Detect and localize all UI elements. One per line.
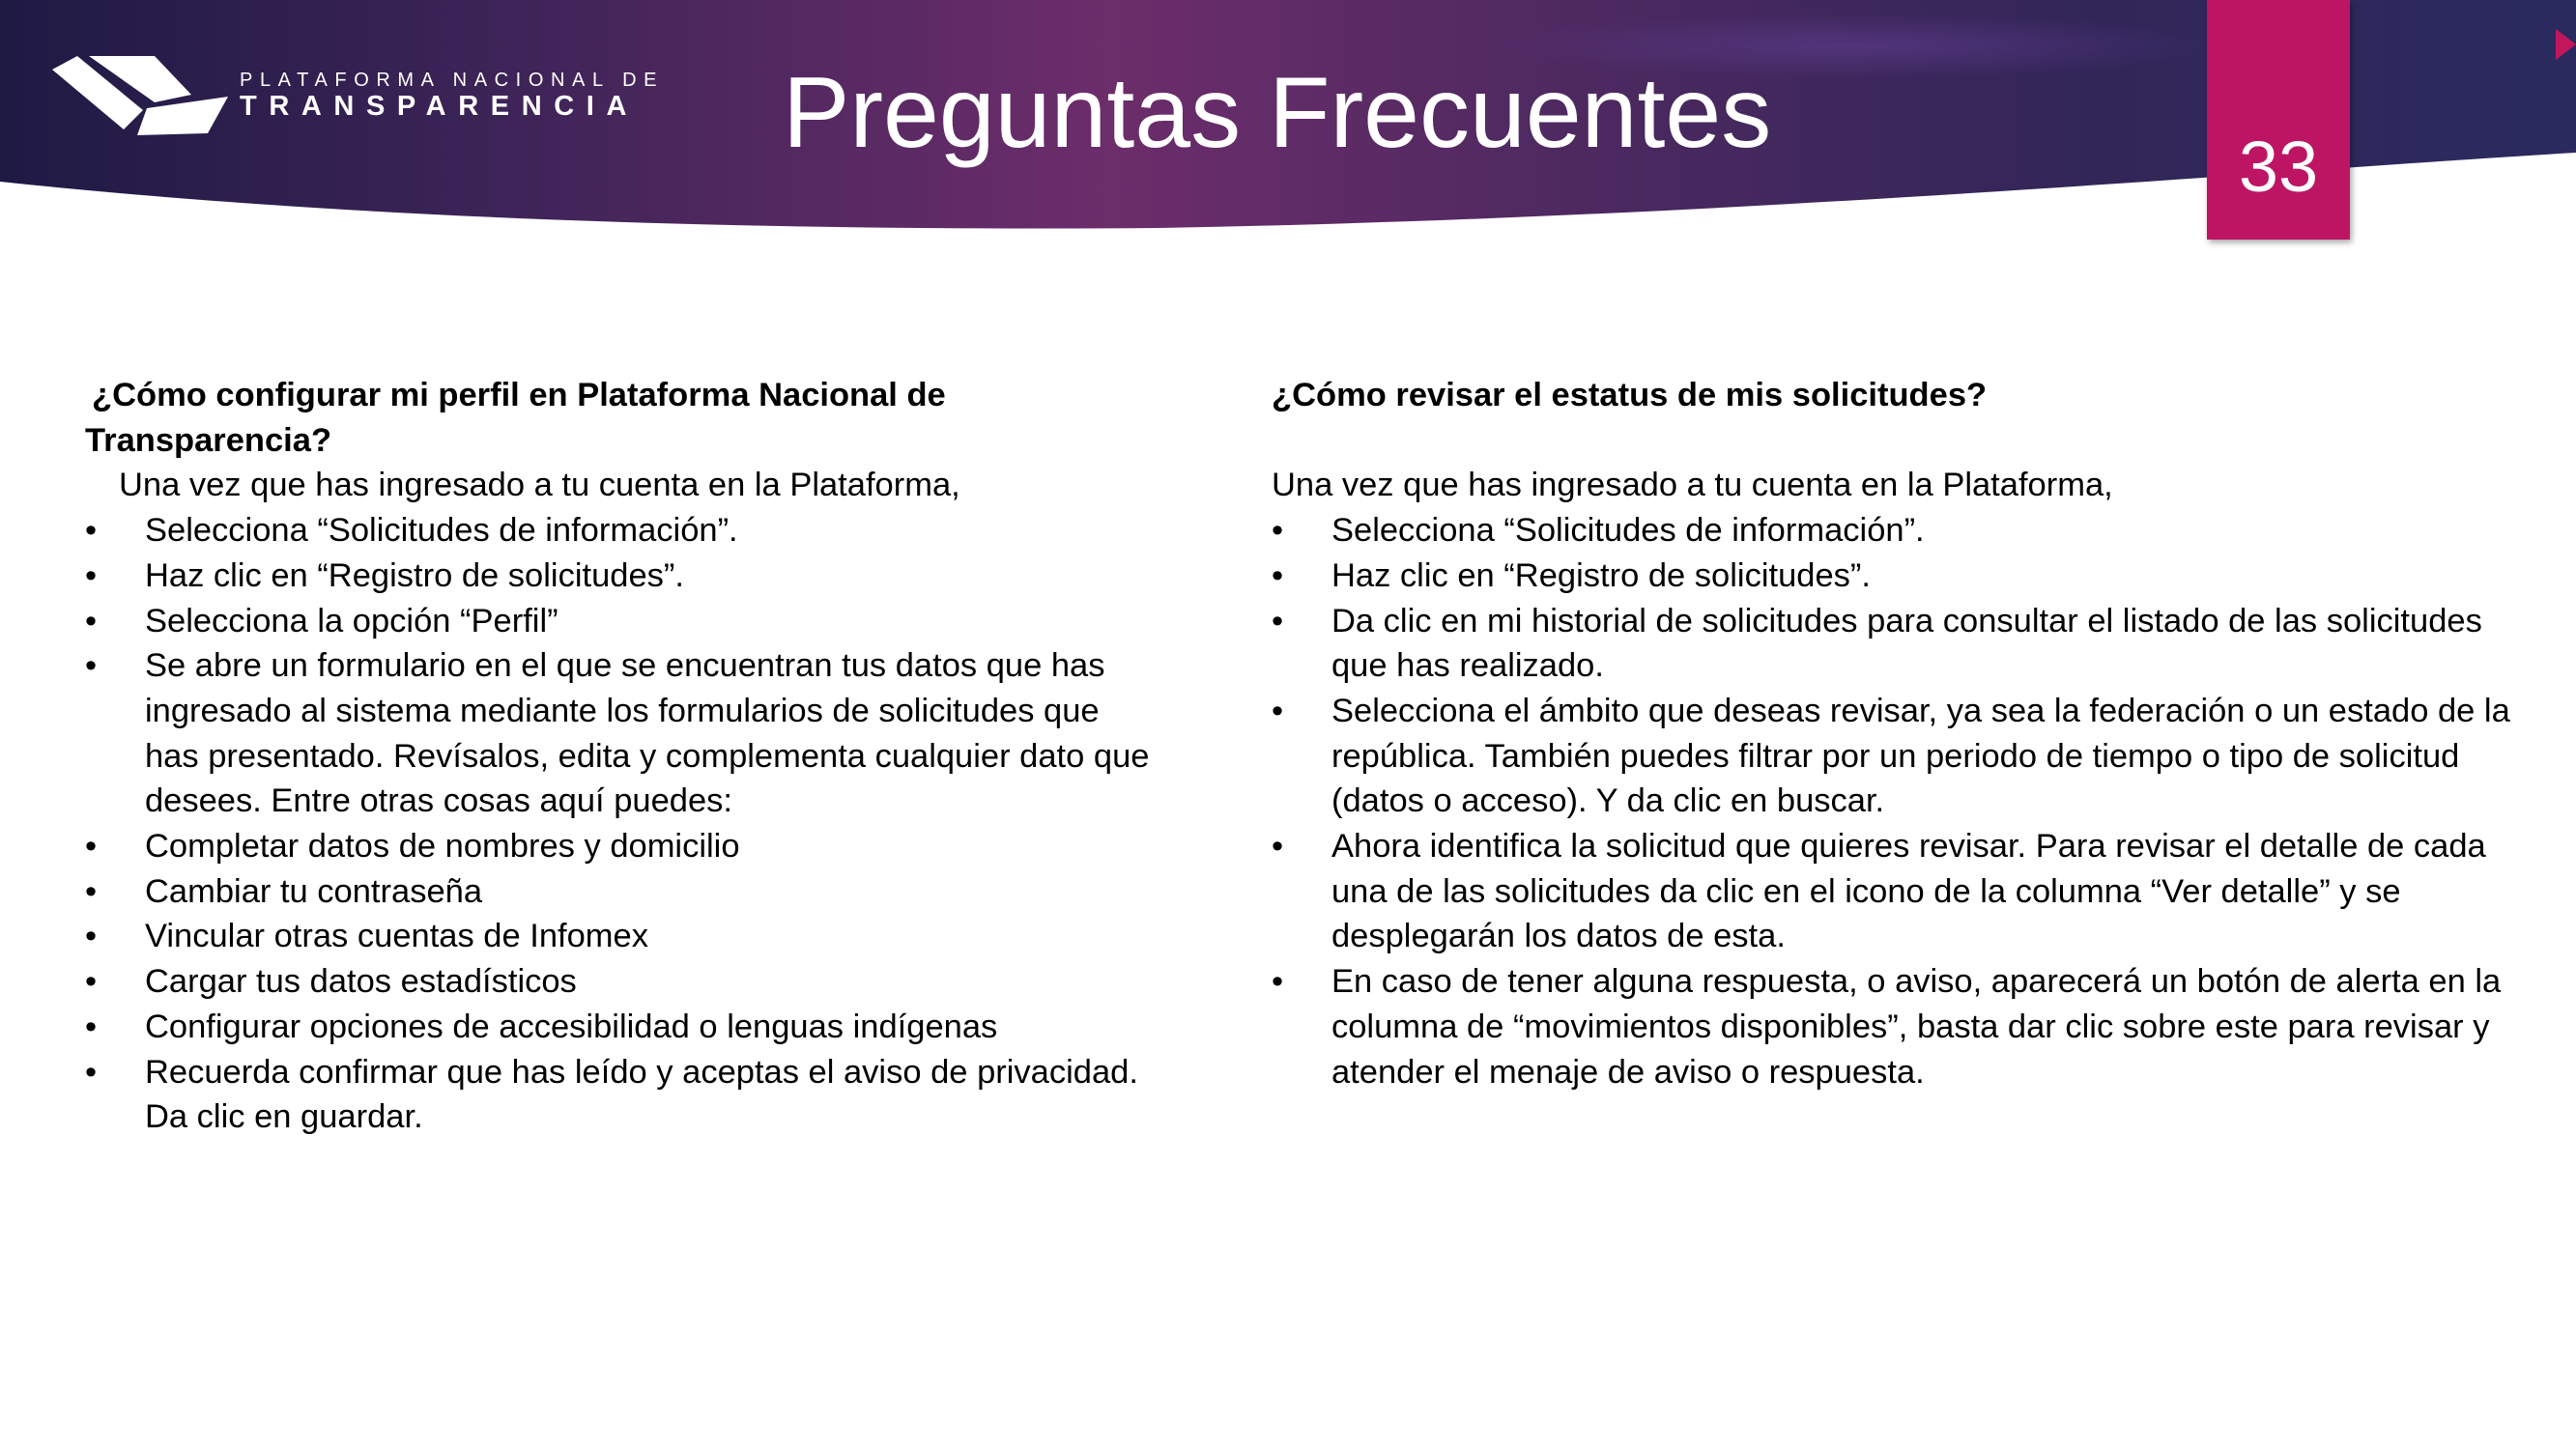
list-item	[85, 959, 1158, 1005]
bullet-icon: •	[85, 918, 98, 955]
bullet-icon: •	[1272, 692, 1284, 729]
faq-question-profile: ¿Cómo configurar mi perfil en Plataforma Nacional de Transparencia?	[85, 377, 946, 459]
faq-question-status: ¿Cómo revisar el estatus de mis solicitudes?	[1272, 377, 1988, 413]
faq-intro: Una vez que has ingresado a tu cuenta en la Plataforma,	[119, 467, 960, 504]
list-item-text: Se abre un formulario en el que se encuentran tus datos que has ingresado al sistema mediante los formularios de solicitudes que has presentado. Revísalos, edita y complementa cualquier dato que desees. Entre otras cosas aquí puedes:	[145, 647, 1150, 820]
list-item	[1272, 959, 2545, 1094]
list-item	[1272, 554, 2545, 599]
list-item-text: Selecciona el ámbito que deseas revisar, ya sea la federación o un estado de la república. También puedes filtrar por un periodo de tiempo o tipo de solicitud (datos o acceso). Y da clic en buscar.	[1331, 692, 2510, 820]
list-item-text: Recuerda confirmar que has leído y aceptas el aviso de privacidad. Da clic en guardar.	[145, 1053, 1138, 1136]
list-item-text: En caso de tener alguna respuesta, o aviso, aparecerá un botón de alerta en la columna de “movimientos disponibles”, basta dar clic sobre este para revisar y atender el menaje de aviso o respuesta.	[1331, 963, 2502, 1091]
list-item	[1272, 599, 2545, 689]
list-item-text: Selecciona “Solicitudes de información”.	[1331, 512, 1925, 550]
faq-steps-list	[1272, 508, 2545, 1094]
page-title: Preguntas Frecuentes	[783, 57, 1772, 169]
bullet-icon: •	[85, 828, 98, 866]
faq-right-column	[1272, 373, 2545, 1094]
list-item-text: Selecciona la opción “Perfil”	[145, 602, 558, 639]
list-item	[85, 914, 1158, 959]
bullet-icon: •	[85, 872, 98, 910]
faq-steps-list	[85, 508, 1158, 1140]
list-item-text: Selecciona “Solicitudes de información”.	[145, 512, 738, 550]
brand-line2: TRANSPARENCIA	[240, 91, 639, 122]
bullet-icon: •	[85, 1053, 98, 1091]
list-item	[85, 824, 1158, 869]
bullet-icon: •	[1272, 602, 1284, 639]
pnt-logo-icon	[48, 48, 232, 140]
bullet-icon: •	[85, 963, 98, 1001]
bullet-icon: •	[85, 512, 98, 550]
list-item-text: Configurar opciones de accesibilidad o lenguas indígenas	[145, 1008, 998, 1045]
faq-left-column	[85, 373, 1158, 1140]
arrow-right-icon	[2556, 29, 2576, 60]
list-item	[85, 508, 1158, 554]
list-item-text: Da clic en mi historial de solicitudes para consultar el listado de las solicitudes que has realizado.	[1331, 602, 2482, 685]
list-item	[85, 869, 1158, 915]
faq-intro: Una vez que has ingresado a tu cuenta en la Plataforma,	[1272, 467, 2113, 504]
list-item	[1272, 824, 2545, 959]
brand-line1: PLATAFORMA NACIONAL DE	[240, 70, 665, 91]
list-item-text: Completar datos de nombres y domicilio	[145, 828, 740, 866]
slide-number-badge	[2207, 0, 2350, 240]
list-item	[85, 643, 1158, 824]
list-item-text: Cargar tus datos estadísticos	[145, 963, 577, 1001]
list-item-text: Haz clic en “Registro de solicitudes”.	[1331, 556, 1871, 594]
list-item-text: Ahora identifica la solicitud que quieres revisar. Para revisar el detalle de cada una de las solicitudes da clic en el icono de la columna “Ver detalle” y se desplegarán los datos de esta.	[1331, 828, 2486, 955]
list-item	[85, 1005, 1158, 1050]
list-item	[85, 554, 1158, 599]
list-item	[1272, 508, 2545, 554]
list-item	[1272, 689, 2545, 824]
bullet-icon: •	[1272, 963, 1284, 1001]
slide-number: 33	[2238, 127, 2319, 207]
bullet-icon: •	[85, 1008, 98, 1045]
bullet-icon: •	[1272, 556, 1284, 594]
list-item	[85, 1050, 1158, 1140]
bullet-icon: •	[85, 556, 98, 594]
bullet-icon: •	[1272, 512, 1284, 550]
list-item	[85, 599, 1158, 644]
bullet-icon: •	[1272, 828, 1284, 866]
list-item-text: Haz clic en “Registro de solicitudes”.	[145, 556, 684, 594]
bullet-icon: •	[85, 602, 98, 639]
list-item-text: Cambiar tu contraseña	[145, 872, 483, 910]
bullet-icon: •	[85, 647, 98, 685]
list-item-text: Vincular otras cuentas de Infomex	[145, 918, 648, 955]
spacer	[1272, 418, 2545, 464]
